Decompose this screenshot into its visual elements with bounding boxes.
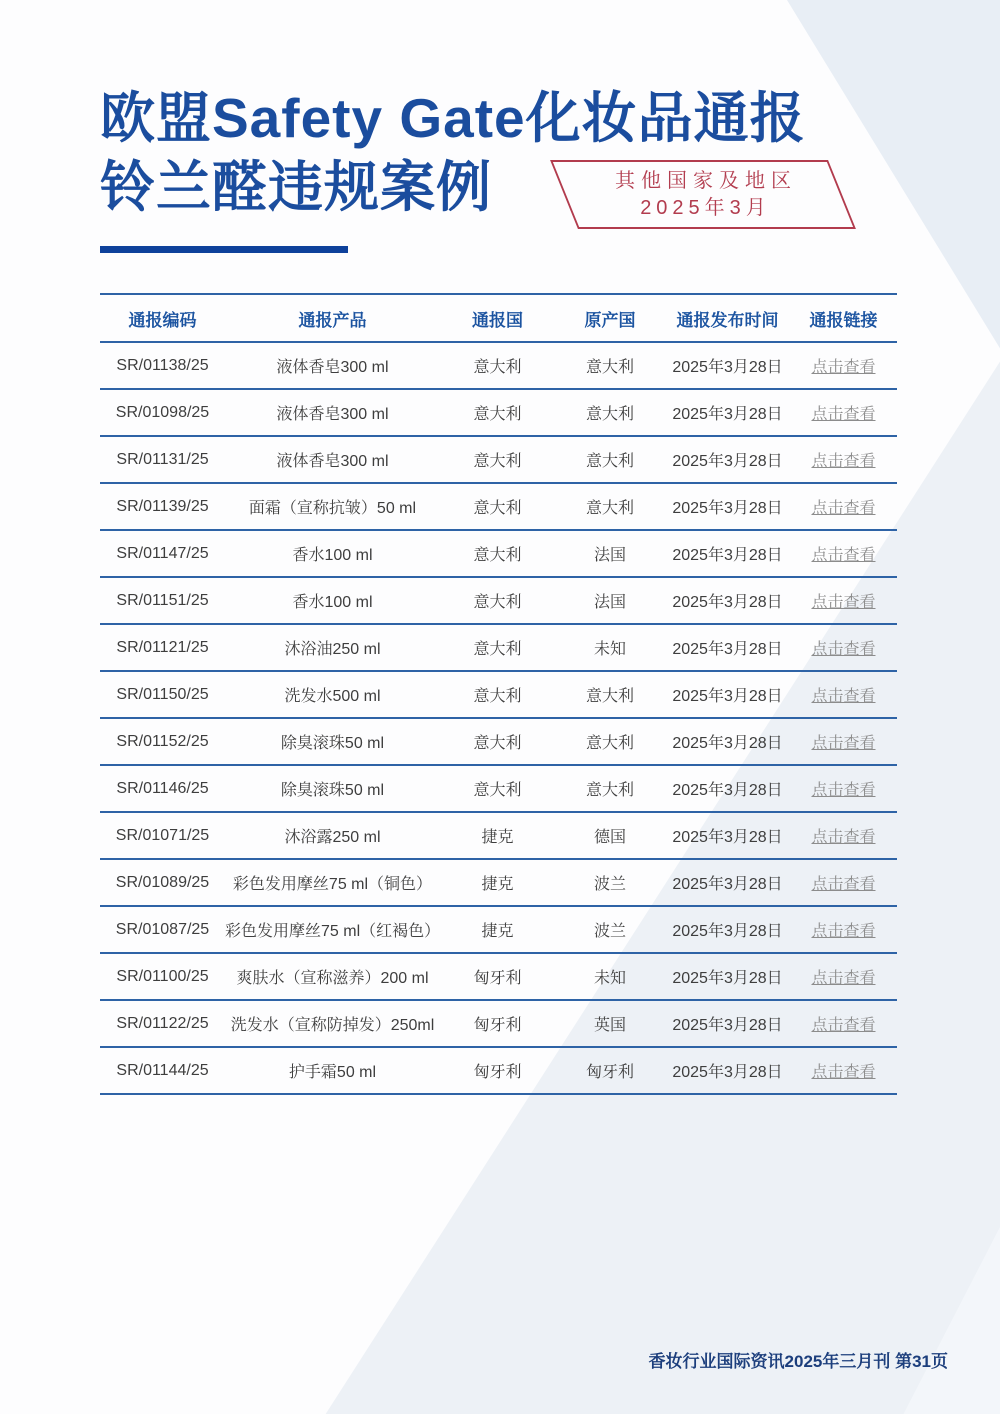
- cell-origin-country: 未知: [555, 624, 665, 671]
- view-link[interactable]: 点击查看: [811, 453, 876, 470]
- cell-link: [790, 671, 897, 718]
- cell-notification-code: SR/01144/25: [100, 1047, 225, 1094]
- cell-notifying-country: 匈牙利: [440, 1000, 555, 1047]
- table-row: [100, 671, 897, 718]
- cell-link: [790, 765, 897, 812]
- table-row: [100, 765, 897, 812]
- page-footer: 香妆行业国际资讯2025年三月刊 第31页: [648, 1352, 948, 1371]
- table-row: [100, 906, 897, 953]
- column-header: 原产国: [555, 294, 665, 342]
- cell-link: [790, 624, 897, 671]
- cell-notification-code: SR/01131/25: [100, 436, 225, 483]
- view-link[interactable]: 点击查看: [811, 688, 876, 705]
- cell-origin-country: 法国: [555, 577, 665, 624]
- cell-link: [790, 953, 897, 1000]
- cell-notifying-country: 意大利: [440, 671, 555, 718]
- cell-notification-code: SR/01100/25: [100, 953, 225, 1000]
- cell-product: 面霜（宣称抗皱）50 ml: [225, 483, 440, 530]
- table-row: [100, 1047, 897, 1094]
- cell-origin-country: 未知: [555, 953, 665, 1000]
- cell-product: 彩色发用摩丝75 ml（铜色）: [225, 859, 440, 906]
- cell-notification-code: SR/01146/25: [100, 765, 225, 812]
- cell-notification-code: SR/01087/25: [100, 906, 225, 953]
- cell-publish-date: 2025年3月28日: [665, 577, 790, 624]
- title-underline-bar: [100, 246, 348, 253]
- cell-origin-country: 法国: [555, 530, 665, 577]
- cell-link: [790, 530, 897, 577]
- cell-link: [790, 718, 897, 765]
- cell-origin-country: 意大利: [555, 671, 665, 718]
- table-row: [100, 859, 897, 906]
- view-link[interactable]: 点击查看: [811, 876, 876, 893]
- table-row: [100, 953, 897, 1000]
- cell-origin-country: 波兰: [555, 906, 665, 953]
- view-link[interactable]: 点击查看: [811, 547, 876, 564]
- badge-period-label: 2025年3月: [640, 196, 771, 219]
- cell-notification-code: SR/01152/25: [100, 718, 225, 765]
- cell-link: [790, 906, 897, 953]
- cell-origin-country: 意大利: [555, 342, 665, 389]
- cell-notifying-country: 匈牙利: [440, 1047, 555, 1094]
- cell-notifying-country: 匈牙利: [440, 953, 555, 1000]
- cell-publish-date: 2025年3月28日: [665, 1047, 790, 1094]
- cell-notification-code: SR/01151/25: [100, 577, 225, 624]
- cell-product: 香水100 ml: [225, 577, 440, 624]
- cell-notifying-country: 意大利: [440, 389, 555, 436]
- cell-publish-date: 2025年3月28日: [665, 624, 790, 671]
- cell-publish-date: 2025年3月28日: [665, 718, 790, 765]
- cell-origin-country: 英国: [555, 1000, 665, 1047]
- table-row: [100, 389, 897, 436]
- view-link[interactable]: 点击查看: [811, 500, 876, 517]
- column-header: 通报编码: [100, 294, 225, 342]
- view-link[interactable]: 点击查看: [811, 641, 876, 658]
- cell-notifying-country: 意大利: [440, 718, 555, 765]
- cell-notifying-country: 意大利: [440, 436, 555, 483]
- column-header: 通报发布时间: [665, 294, 790, 342]
- cell-notifying-country: 捷克: [440, 812, 555, 859]
- cell-origin-country: 波兰: [555, 859, 665, 906]
- cell-origin-country: 德国: [555, 812, 665, 859]
- cell-publish-date: 2025年3月28日: [665, 953, 790, 1000]
- cell-notification-code: SR/01147/25: [100, 530, 225, 577]
- cell-product: 护手霜50 ml: [225, 1047, 440, 1094]
- cell-product: 沐浴露250 ml: [225, 812, 440, 859]
- cell-notifying-country: 意大利: [440, 530, 555, 577]
- cell-product: 除臭滚珠50 ml: [225, 765, 440, 812]
- view-link[interactable]: 点击查看: [811, 970, 876, 987]
- cell-publish-date: 2025年3月28日: [665, 906, 790, 953]
- view-link[interactable]: 点击查看: [811, 359, 876, 376]
- cell-origin-country: 意大利: [555, 389, 665, 436]
- cell-publish-date: 2025年3月28日: [665, 483, 790, 530]
- table-body: [100, 342, 897, 1094]
- cell-product: 液体香皂300 ml: [225, 389, 440, 436]
- cell-notifying-country: 意大利: [440, 577, 555, 624]
- cell-product: 液体香皂300 ml: [225, 436, 440, 483]
- cell-product: 爽肤水（宣称滋养）200 ml: [225, 953, 440, 1000]
- view-link[interactable]: 点击查看: [811, 594, 876, 611]
- cell-link: [790, 483, 897, 530]
- column-header: 通报链接: [790, 294, 897, 342]
- cell-product: 洗发水（宣称防掉发）250ml: [225, 1000, 440, 1047]
- table-row: [100, 530, 897, 577]
- cell-publish-date: 2025年3月28日: [665, 812, 790, 859]
- cell-link: [790, 436, 897, 483]
- cell-notifying-country: 捷克: [440, 859, 555, 906]
- cell-link: [790, 859, 897, 906]
- cell-product: 香水100 ml: [225, 530, 440, 577]
- view-link[interactable]: 点击查看: [811, 406, 876, 423]
- view-link[interactable]: 点击查看: [811, 782, 876, 799]
- table-row: [100, 624, 897, 671]
- cell-publish-date: 2025年3月28日: [665, 859, 790, 906]
- cell-origin-country: 意大利: [555, 436, 665, 483]
- page-title-line2: 铃兰醛违规案例: [100, 156, 493, 218]
- notifications-table: [100, 293, 897, 1095]
- cell-notification-code: SR/01071/25: [100, 812, 225, 859]
- cell-notification-code: SR/01139/25: [100, 483, 225, 530]
- table-row: [100, 1000, 897, 1047]
- cell-publish-date: 2025年3月28日: [665, 389, 790, 436]
- view-link[interactable]: 点击查看: [811, 923, 876, 940]
- table-row: [100, 812, 897, 859]
- table-header: [100, 294, 897, 342]
- cell-notification-code: SR/01098/25: [100, 389, 225, 436]
- badge-region-label: 其他国家及地区: [615, 169, 797, 192]
- cell-link: [790, 389, 897, 436]
- cell-notifying-country: 意大利: [440, 342, 555, 389]
- cell-notification-code: SR/01138/25: [100, 342, 225, 389]
- region-badge: [564, 160, 842, 229]
- cell-origin-country: 匈牙利: [555, 1047, 665, 1094]
- cell-notifying-country: 意大利: [440, 483, 555, 530]
- view-link[interactable]: 点击查看: [811, 1064, 876, 1081]
- cell-product: 除臭滚珠50 ml: [225, 718, 440, 765]
- cell-product: 沐浴油250 ml: [225, 624, 440, 671]
- table-row: [100, 342, 897, 389]
- table-row: [100, 718, 897, 765]
- cell-link: [790, 812, 897, 859]
- view-link[interactable]: 点击查看: [811, 735, 876, 752]
- view-link[interactable]: 点击查看: [811, 1017, 876, 1034]
- table-row: [100, 577, 897, 624]
- cell-notifying-country: 捷克: [440, 906, 555, 953]
- column-header: 通报产品: [225, 294, 440, 342]
- cell-publish-date: 2025年3月28日: [665, 342, 790, 389]
- cell-link: [790, 1047, 897, 1094]
- cell-publish-date: 2025年3月28日: [665, 765, 790, 812]
- cell-notification-code: SR/01089/25: [100, 859, 225, 906]
- table-row: [100, 483, 897, 530]
- cell-publish-date: 2025年3月28日: [665, 1000, 790, 1047]
- cell-link: [790, 1000, 897, 1047]
- table-row: [100, 436, 897, 483]
- cell-product: 彩色发用摩丝75 ml（红褐色）: [225, 906, 440, 953]
- cell-link: [790, 577, 897, 624]
- cell-notification-code: SR/01122/25: [100, 1000, 225, 1047]
- cell-origin-country: 意大利: [555, 483, 665, 530]
- table-header-row: [100, 294, 897, 342]
- cell-publish-date: 2025年3月28日: [665, 436, 790, 483]
- page-title-line1: 欧盟Safety Gate化妆品通报: [100, 87, 806, 149]
- cell-notification-code: SR/01121/25: [100, 624, 225, 671]
- cell-product: 液体香皂300 ml: [225, 342, 440, 389]
- cell-origin-country: 意大利: [555, 765, 665, 812]
- cell-product: 洗发水500 ml: [225, 671, 440, 718]
- cell-notifying-country: 意大利: [440, 765, 555, 812]
- cell-link: [790, 342, 897, 389]
- cell-notification-code: SR/01150/25: [100, 671, 225, 718]
- cell-origin-country: 意大利: [555, 718, 665, 765]
- cell-publish-date: 2025年3月28日: [665, 530, 790, 577]
- cell-notifying-country: 意大利: [440, 624, 555, 671]
- cell-publish-date: 2025年3月28日: [665, 671, 790, 718]
- view-link[interactable]: 点击查看: [811, 829, 876, 846]
- column-header: 通报国: [440, 294, 555, 342]
